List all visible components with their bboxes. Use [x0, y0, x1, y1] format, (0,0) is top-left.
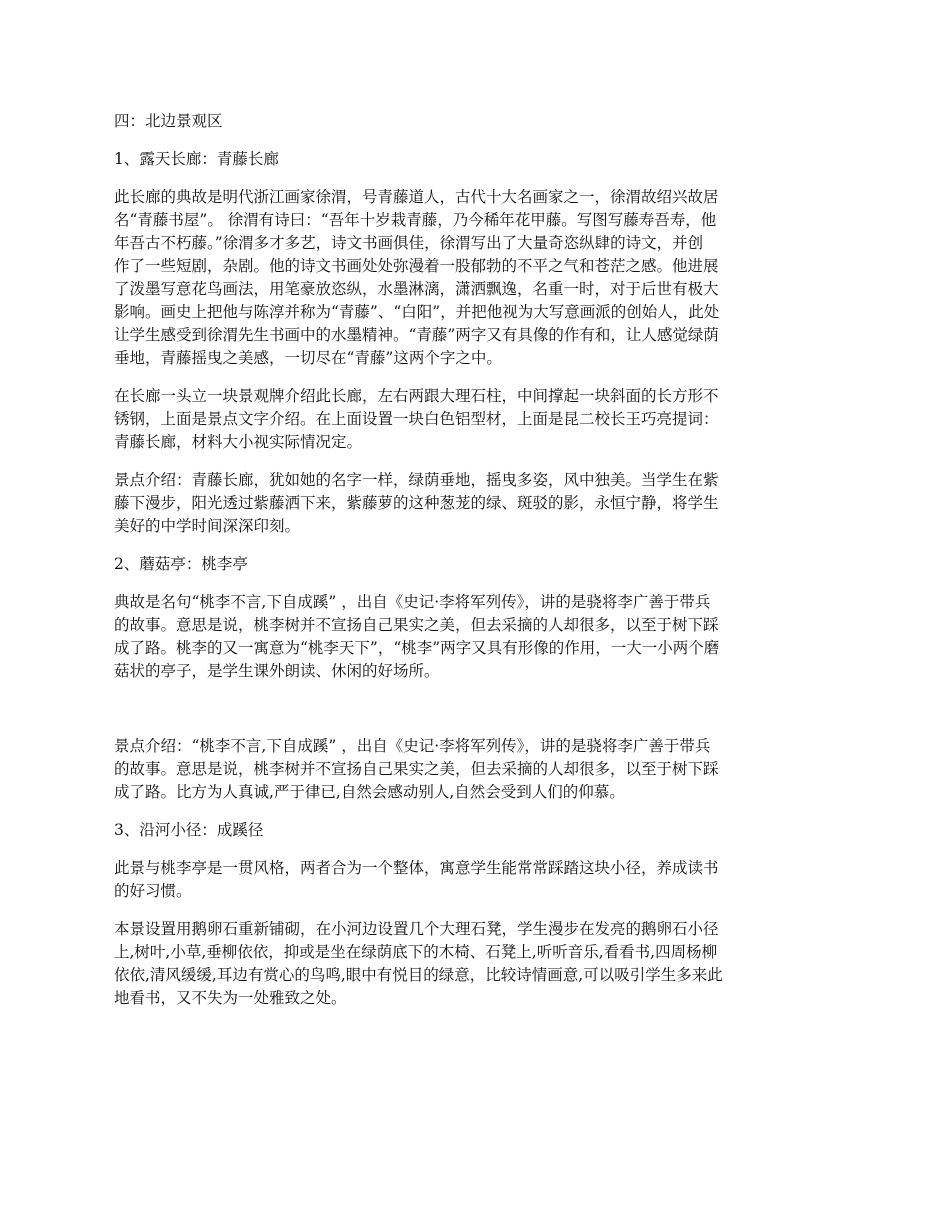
text-line: 上,树叶,小草,垂柳依依，抑或是坐在绿荫底下的木椅、石凳上,听听音乐,看看书,四周杨柳 — [114, 943, 718, 961]
paragraph-qingteng-origin — [114, 186, 842, 370]
text-line: 了泼墨写意花鸟画法，用笔豪放恣纵，水墨淋漓，潇洒飘逸，名重一时，对于后世有极大 — [114, 280, 719, 298]
heading-chengxi-path: 3、沿河小径：成蹊径 — [114, 821, 264, 839]
text-line: 此长廊的典故是明代浙江画家徐渭，号青藤道人，古代十大名画家之一，徐渭故绍兴故居 — [114, 188, 719, 206]
text-line: 垂地，青藤摇曳之美感，一切尽在“青藤”这两个字之中。 — [114, 349, 502, 367]
text-line: 在长廊一头立一块景观牌介绍此长廊，左右两跟大理石柱，中间撑起一块斜面的长方形不 — [114, 387, 719, 405]
section-title: 四：北边景观区 — [114, 112, 223, 130]
text-line: 的故事。意思是说，桃李树并不宣扬自己果实之美，但去采摘的人却很多，以至于树下踩 — [114, 616, 719, 634]
paragraph-qingteng-intro — [114, 469, 842, 538]
blank-spacer — [114, 698, 842, 735]
text-line: 青藤长廊，材料大小视实际情况定。 — [114, 433, 363, 451]
text-line: 的好习惯。 — [114, 882, 192, 900]
text-line: 此景与桃李亭是一贯风格，两者合为一个整体，寓意学生能常常踩踏这块小径，养成读书 — [114, 859, 719, 877]
paragraph-chengxi-design — [114, 918, 842, 1010]
text-line: 作了一些短剧，杂剧。他的诗文书画处处弥漫着一股郁勃的不平之气和苍茫之感。他进展 — [114, 257, 719, 275]
document-page — [114, 110, 842, 1025]
text-line: 影响。画史上把他与陈淳并称为“青藤”、“白阳”，并把他视为大写意画派的创始人，此处 — [114, 303, 720, 321]
text-line: 菇状的亭子，是学生课外朗读、休闲的好场所。 — [114, 662, 440, 680]
text-line: 景点介绍：青藤长廊，犹如她的名字一样，绿荫垂地，摇曳多姿，风中独美。当学生在紫 — [114, 471, 719, 489]
text-line: 让学生感受到徐渭先生书画中的水墨精神。“青藤”两字又有具像的作有和，让人感觉绿荫 — [114, 326, 719, 344]
text-line: 名“青藤书屋”。 徐渭有诗曰：“吾年十岁栽青藤，乃今稀年花甲藤。写图写藤寿吾寿，他 — [114, 211, 717, 229]
text-line: 藤下漫步，阳光透过紫藤洒下来，紫藤萝的这种葱茏的绿、斑驳的影，永恒宁静，将学生 — [114, 494, 719, 512]
text-line: 成了路。桃李的又一寓意为“桃李天下”，“桃李”两字又具有形像的作用，一大一小两个磨 — [114, 639, 720, 657]
text-line: 成了路。比方为人真诚,严于律已,自然会感动别人,自然会受到人们的仰慕。 — [114, 783, 625, 801]
text-line: 地看书，又不失为一处雅致之处。 — [114, 989, 347, 1007]
text-line: 本景设置用鹅卵石重新铺砌，在小河边设置几个大理石凳，学生漫步在发亮的鹅卵石小径 — [114, 920, 719, 938]
paragraph-taoli-intro — [114, 735, 842, 804]
text-line: 依依,清风缓缓,耳边有赏心的鸟鸣,眼中有悦目的绿意，比较诗情画意,可以吸引学生多来此 — [114, 966, 723, 984]
heading-qingteng-corridor: 1、露天长廊：青藤长廊 — [114, 150, 279, 168]
text-line: 的故事。意思是说，桃李树并不宣扬自己果实之美，但去采摘的人却很多，以至于树下踩 — [114, 760, 719, 778]
heading-taoli-pavilion: 2、蘑菇亭：桃李亭 — [114, 555, 248, 573]
text-line: 锈钢，上面是景点文字介绍。在上面设置一块白色铝型材，上面是昆二校长王巧亮提词： — [114, 410, 719, 428]
text-line: 美好的中学时间深深印刻。 — [114, 517, 301, 535]
text-line: 年吾古不朽藤。”徐渭多才多艺，诗文书画俱佳，徐渭写出了大量奇恣纵肆的诗文，并创 — [114, 234, 704, 252]
text-line: 典故是名句“桃李不言,下自成蹊” ，出自《史记·李将军列传》，讲的是骁将李广善于带兵 — [114, 593, 711, 611]
paragraph-qingteng-sign — [114, 385, 842, 454]
paragraph-taoli-origin — [114, 591, 842, 683]
text-line: 景点介绍：“桃李不言,下自成蹊” ，出自《史记·李将军列传》，讲的是骁将李广善于带兵 — [114, 737, 711, 755]
paragraph-chengxi-meaning — [114, 857, 842, 903]
